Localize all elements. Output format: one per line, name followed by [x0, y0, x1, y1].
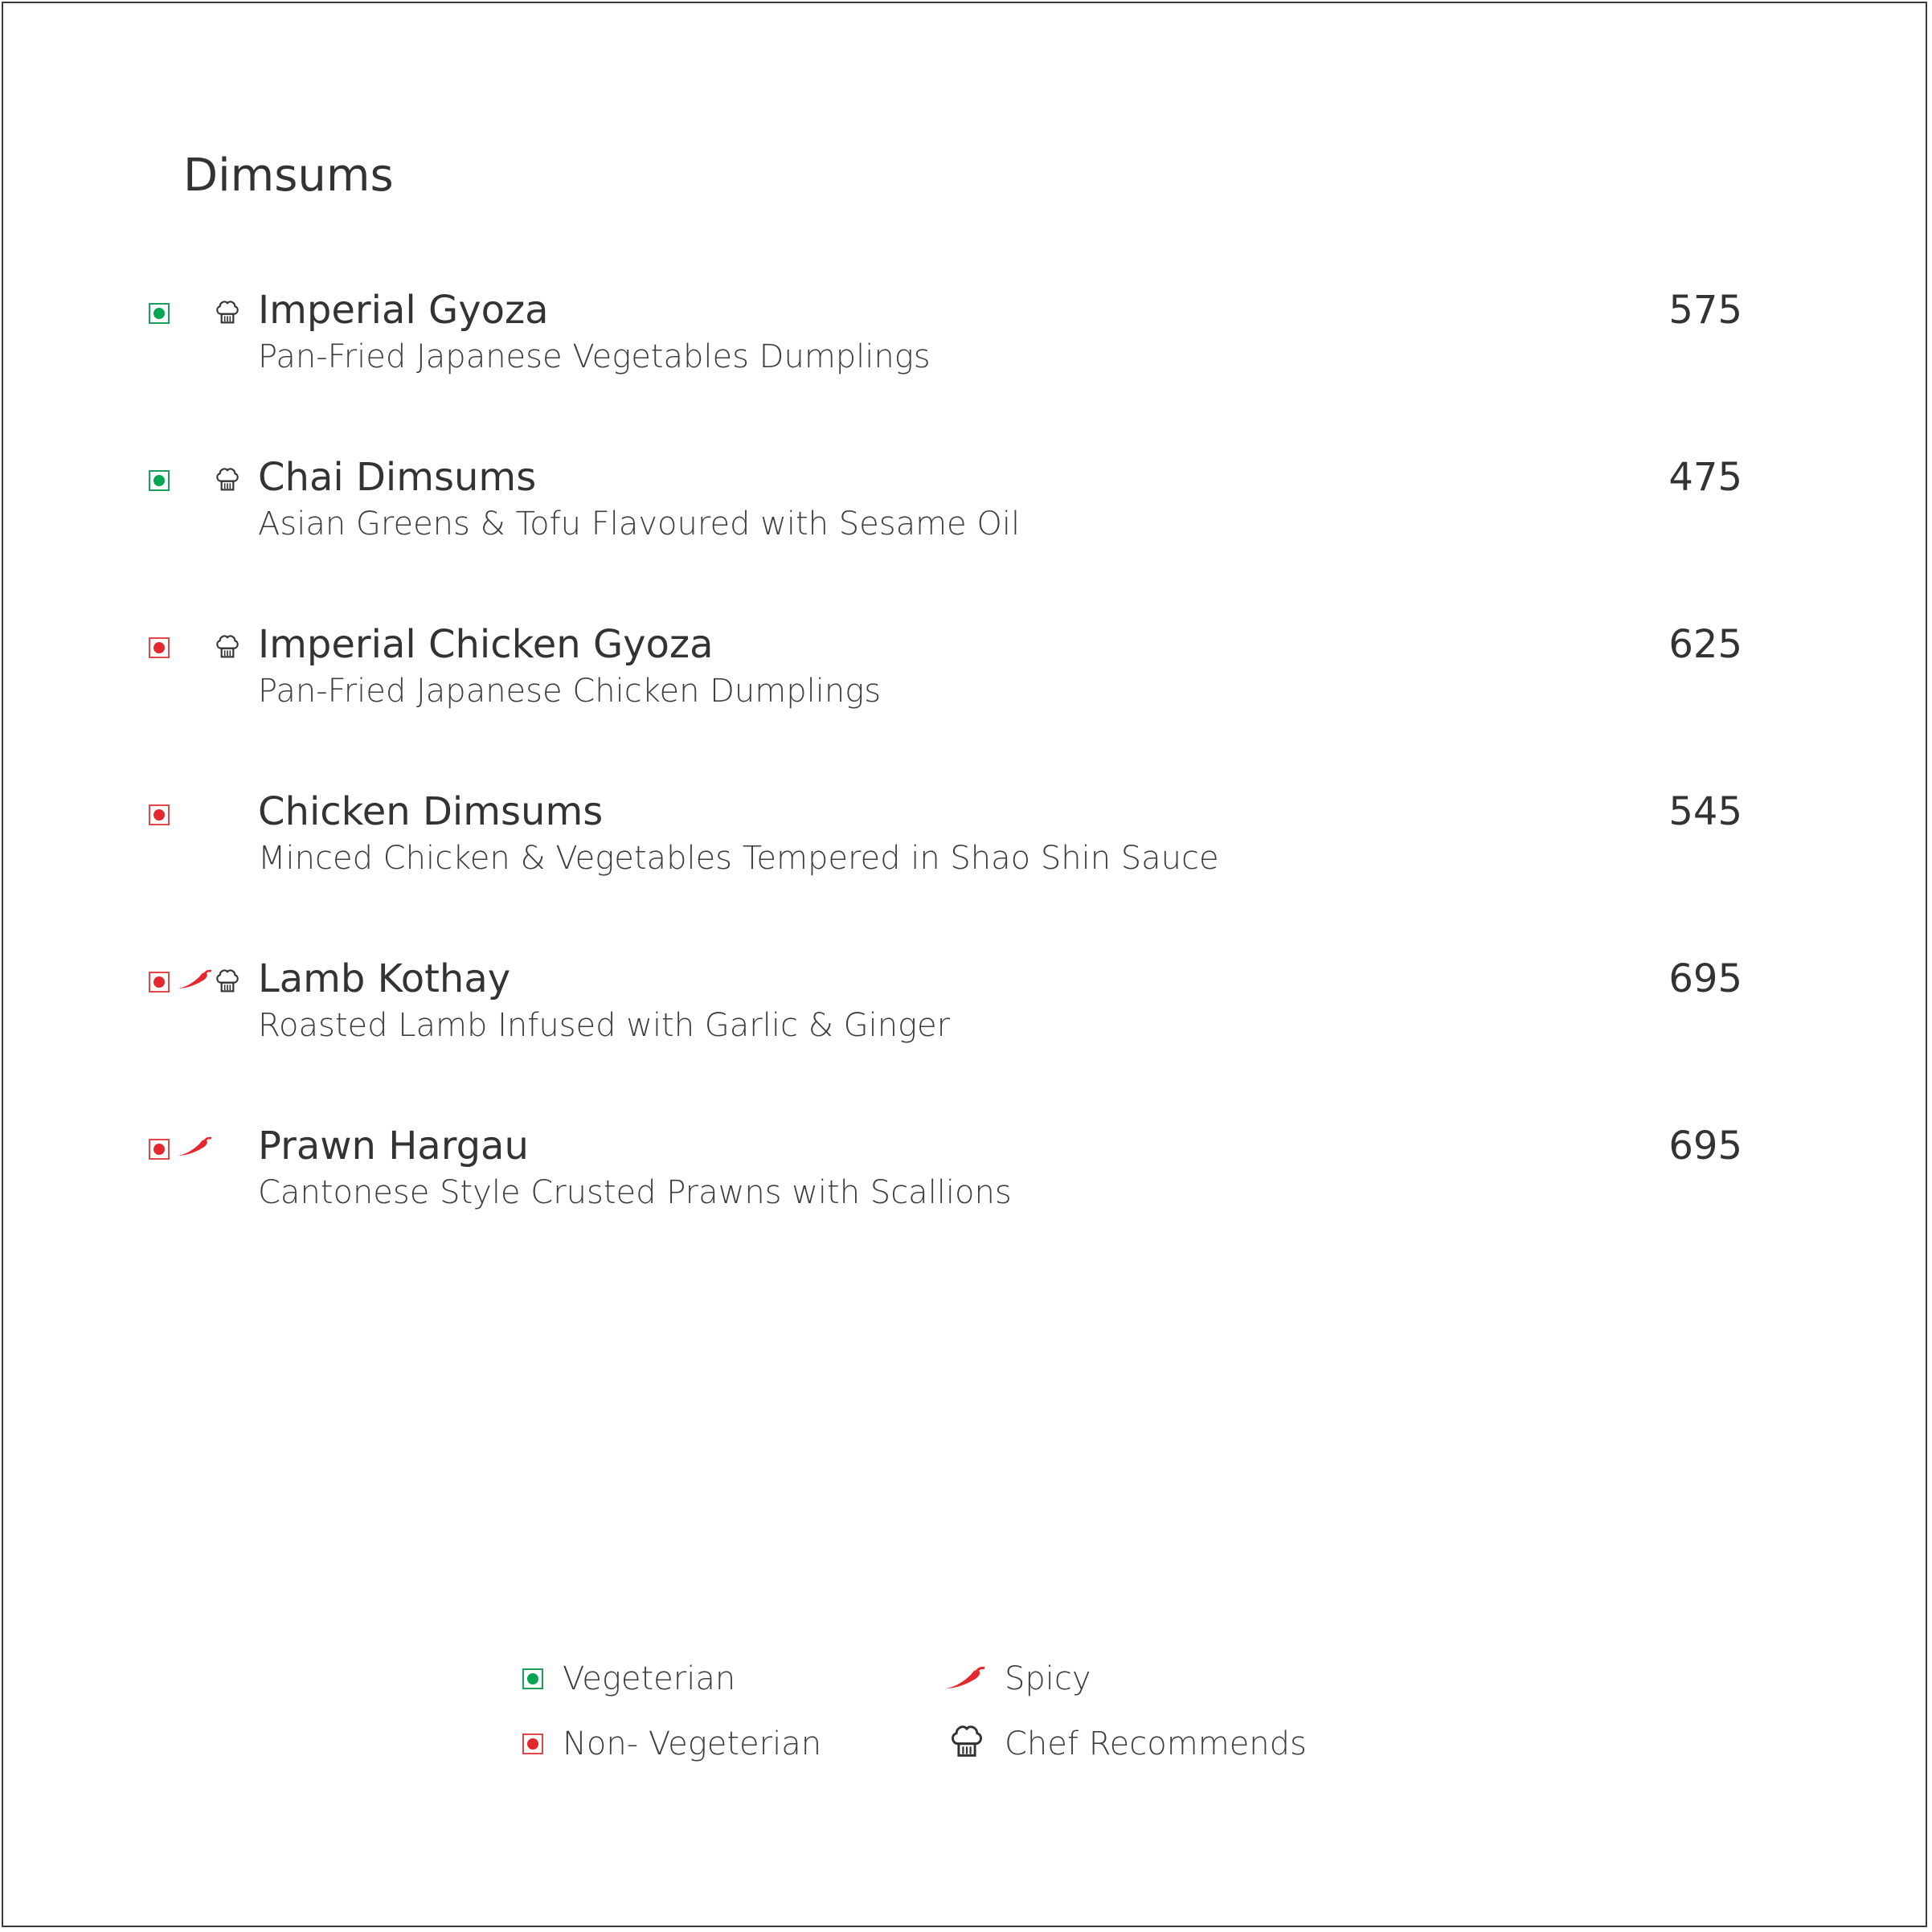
- menu-item: [0, 788, 1932, 908]
- item-name: Chai Dimsums: [258, 455, 537, 500]
- legend-label-veg: Vegeterian: [563, 1660, 736, 1697]
- chef-hat-icon: [215, 632, 240, 661]
- item-name: Imperial Chicken Gyoza: [258, 622, 714, 667]
- chili-icon: [177, 1135, 214, 1157]
- item-price: 575: [1668, 288, 1742, 333]
- item-description: Asian Greens & Tofu Flavoured with Sesame Oil: [258, 506, 1021, 542]
- non-veg-marker-icon: [522, 1733, 543, 1754]
- chili-icon: [177, 968, 214, 990]
- item-description: Pan-Fried Japanese Chicken Dumplings: [258, 673, 882, 710]
- menu-item: [0, 286, 1932, 407]
- item-price: 695: [1668, 956, 1742, 1001]
- menu-item: [0, 955, 1932, 1075]
- section-title: Dimsums: [183, 149, 394, 202]
- item-description: Pan-Fried Japanese Vegetables Dumplings: [258, 338, 931, 375]
- chili-icon: [944, 1664, 988, 1690]
- legend-label-chef: Chef Recommends: [1005, 1725, 1307, 1762]
- item-price: 625: [1668, 622, 1742, 667]
- item-name: Lamb Kothay: [258, 956, 511, 1001]
- non-veg-marker-icon: [149, 637, 170, 658]
- item-name: Prawn Hargau: [258, 1124, 529, 1169]
- chef-hat-icon: [215, 297, 240, 326]
- veg-marker-icon: [522, 1668, 543, 1689]
- menu-item: [0, 453, 1932, 574]
- non-veg-marker-icon: [149, 1139, 170, 1160]
- item-price: 695: [1668, 1124, 1742, 1169]
- menu-item: [0, 620, 1932, 741]
- item-description: Minced Chicken & Vegetables Tempered in Shao Shin Sauce: [258, 840, 1219, 877]
- menu-item: [0, 1122, 1932, 1242]
- chef-hat-icon: [215, 465, 240, 493]
- item-price: 545: [1668, 789, 1742, 834]
- chef-hat-icon: [215, 966, 240, 995]
- non-veg-marker-icon: [149, 804, 170, 825]
- legend-label-spicy: Spicy: [1005, 1660, 1091, 1697]
- legend-label-non-veg: Non- Vegeterian: [563, 1725, 822, 1762]
- veg-marker-icon: [149, 303, 170, 324]
- item-name: Chicken Dimsums: [258, 789, 604, 834]
- item-description: Roasted Lamb Infused with Garlic & Ginger: [258, 1007, 951, 1044]
- chef-hat-icon: [949, 1721, 984, 1760]
- veg-marker-icon: [149, 470, 170, 491]
- item-price: 475: [1668, 455, 1742, 500]
- item-description: Cantonese Style Crusted Prawns with Scallions: [258, 1174, 1012, 1211]
- non-veg-marker-icon: [149, 972, 170, 993]
- item-name: Imperial Gyoza: [258, 288, 549, 333]
